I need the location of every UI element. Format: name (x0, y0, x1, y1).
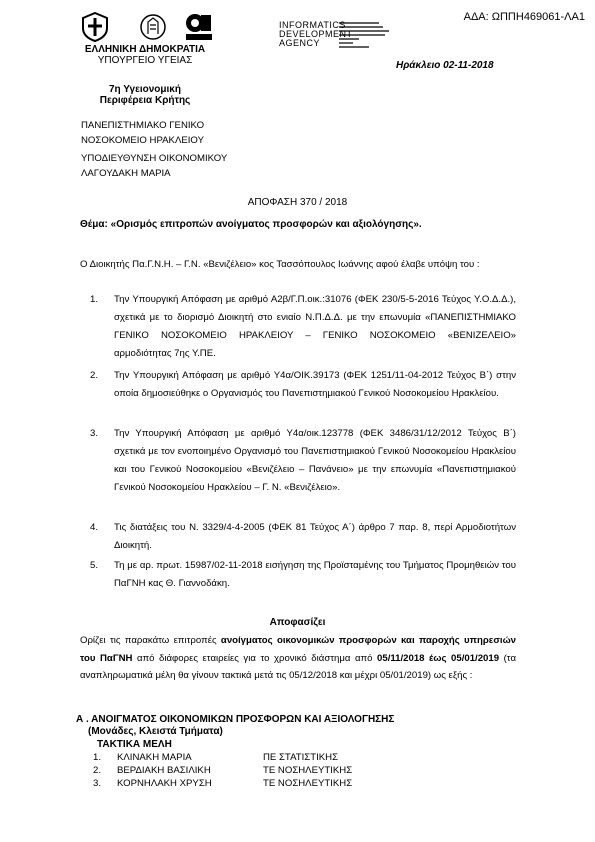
country-name: ΕΛΛΗΝΙΚΗ ΔΗΜΟΚΡΑΤΙΑ (84, 44, 206, 55)
department-line: ΥΠΟΔΙΕΥΘΥΝΣΗ ΟΙΚΟΝΟΜΙΚΟΥ (81, 153, 228, 164)
hospital-line1: ΠΑΝΕΠΙΣΤΗΜΙΑΚΟ ΓΕΝΙΚΟ (81, 120, 205, 131)
decision-title: ΑΠΟΦΑΣΗ 370 / 2018 (247, 197, 348, 208)
ida-line2: DEVELOPMENT (279, 29, 353, 39)
ida-line3: AGENCY (279, 38, 321, 48)
ida-logo (279, 21, 409, 48)
ada-number: ΑΔΑ: ΩΠΠΗ469061-ΛΑ1 (463, 11, 585, 23)
place-date: Ηράκλειο 02-11-2018 (396, 60, 494, 71)
member-row: 2. ΒΕΡΔΙΑΚΗ ΒΑΣΙΛΙΚΗ ΤΕ ΝΟΣΗΛΕΥΤΙΚΗΣ (93, 765, 353, 776)
ida-greek-text-icon (339, 21, 409, 52)
ministry-seal-icon (139, 12, 167, 42)
members-title: ΤΑΚΤΙΚΑ ΜΕΛΗ (97, 739, 172, 750)
contact-name: ΛΑΓΟΥΔΑΚΗ ΜΑΡΙΑ (81, 168, 171, 179)
ida-line1: INFORMATICS (279, 20, 346, 30)
health-region-line2: Περιφέρεια Κρήτης (99, 95, 191, 106)
intro-paragraph: Ο Διοικητής Πα.Γ.Ν.Η. – Γ.Ν. «Βενιζέλειο» κος Τασσόπουλος Ιωάννης αφού έλαβε υπόψη του : (80, 259, 480, 270)
member-row: 3. ΚΟΡΝΗΛΑΚΗ ΧΡΥΣΗ ΤΕ ΝΟΣΗΛΕΥΤΙΚΗΣ (93, 778, 353, 789)
decides-heading: Αποφασίζει (269, 617, 326, 628)
greek-emblem-icon (81, 12, 109, 42)
member-row: 1. ΚΛΙΝΑΚΗ ΜΑΡΙΑ ΠΕ ΣΤΑΤΙΣΤΙΚΗΣ (93, 752, 338, 763)
section-subtitle: (Μονάδες, Κλειστά Τμήματα) (88, 726, 223, 737)
ministry-name: ΥΠΟΥΡΓΕΙΟ ΥΓΕΙΑΣ (97, 55, 193, 66)
subject-line: Θέμα: «Ορισμός επιτροπών ανοίγματος προσφορών και αξιολόγησης». (80, 219, 422, 230)
health-region-line1: 7η Υγειονομική (109, 84, 181, 95)
decision-paragraph: Ορίζει τις παρακάτω επιτροπές ανοίγματος οικονομικών προσφορών και παροχής υπηρεσιών του ΠαΓΝΗ από διάφορες εταιρείες για το χρονικό διάστημα από 05/11/2018 έως 05/01/2019 (τα αναπληρωματικά μέλη θα γίνουν τακτικά μετά τις 05/12/2018 και μέχρι 05/01/2019) ως εξής : (80, 635, 517, 681)
pagni-logo-icon (184, 12, 214, 42)
section-title: Α . ΑΝΟΙΓΜΑΤΟΣ ΟΙΚΟΝΟΜΙΚΩΝ ΠΡΟΣΦΟΡΩΝ ΚΑΙ ΑΞΙΟΛΟΓΗΣΗΣ (76, 714, 395, 725)
hospital-line2: ΝΟΣΟΚΟΜΕΙΟ ΗΡΑΚΛΕΙΟΥ (81, 135, 204, 146)
